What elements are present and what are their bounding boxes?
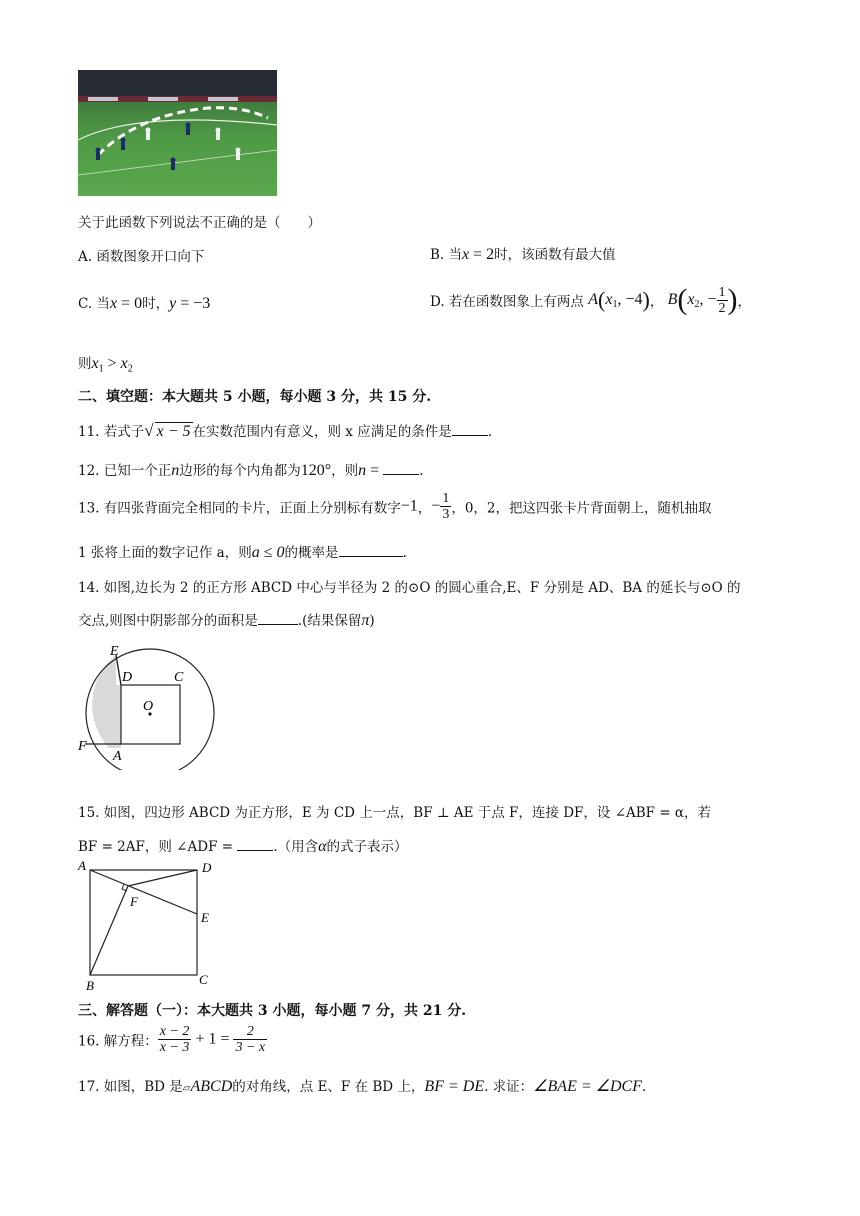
fraction-one-third: $\frac{1}{3}$	[442, 491, 450, 522]
segment-ae	[90, 870, 197, 914]
square-abcd	[90, 870, 197, 975]
label-f: F	[130, 894, 138, 909]
q16: 16. 解方程： $\frac{x - 2}{x - 3}$ + 1 = $\frac{2}{3 - x}$	[78, 1024, 266, 1055]
q10-option-b: B. 当x = 2时，该函数有最大值	[430, 246, 616, 263]
section-3-title: 三、解答题（一）：本大题共 3 小题，每小题 7 分，共 21 分.	[78, 1003, 467, 1019]
label-f: F	[78, 739, 87, 754]
label-e: E	[201, 910, 209, 925]
shaded-region	[92, 655, 121, 748]
answer-blank	[383, 462, 419, 475]
q14-line-2: 交点,则图中阴影部分的面积是 .(结果保留π)	[78, 612, 375, 629]
label-o: O	[143, 699, 154, 714]
fraction-one-half: $\frac{1}{2}$	[718, 284, 726, 316]
q10-option-d: D. 若在函数图象上有两点 $A(x_1$, −4)， $B(x_2$, − $\frac{1}{2}$ )，	[430, 283, 752, 316]
q10-option-c: C. 当x = 0时，y = −3	[78, 295, 211, 312]
label-b: B	[86, 978, 94, 993]
q10-option-a: A. 函数图象开口向下	[78, 249, 205, 265]
label-a: A	[113, 749, 122, 764]
segment-df	[128, 870, 197, 886]
label-d: D	[122, 670, 133, 685]
label-e: E	[110, 644, 119, 659]
q12: 12. 已知一个正n边形的每个内角都为120°，则n = .	[78, 462, 424, 479]
fraction-right: $\frac{2}{3 - x}$	[235, 1024, 266, 1055]
q14-line-1: 14. 如图,边长为 2 的正方形 ABCD 中心与半径为 2 的⊙O 的圆心重合,E、F 分别是 AD、BA 的延长与⊙O 的	[78, 580, 741, 596]
q10-stem: 关于此函数下列说法不正确的是（ ）	[78, 215, 321, 231]
label-a: A	[78, 858, 86, 873]
q13-line-1: 13. 有四张背面完全相同的卡片，正面上分别标有数字−1，− $\frac{1}{3}$ ，0，2，把这四张卡片背面朝上，随机抽取	[78, 491, 712, 522]
q15-line-2: BF = 2AF，则 ∠ADF = .（用含α的式子表示）	[78, 838, 408, 855]
label-d: D	[202, 860, 212, 875]
q14-circle-square-figure	[70, 640, 230, 770]
soccer-field-photo	[78, 70, 277, 196]
answer-blank	[237, 838, 273, 851]
segment-bf	[90, 886, 128, 975]
section-2-title: 二、填空题：本大题共 5 小题，每小题 3 分，共 15 分.	[78, 389, 432, 405]
q17: 17. 如图，BD 是▱ABCD的对角线，点 E、F 在 BD 上，BF = DE. 求证：∠BAE = ∠DCF.	[78, 1078, 647, 1095]
answer-blank	[452, 423, 488, 436]
q13-line-2: 1 张将上面的数字记作 a，则a ≤ 0的概率是 .	[78, 544, 407, 561]
q11: 11. 若式子√ x − 5 在实数范围内有意义，则 x 应满足的条件是 .	[78, 421, 493, 440]
q10-option-d-continued: 则$x_1 > x_2$	[78, 355, 133, 375]
q15-square-figure	[74, 858, 224, 994]
answer-blank	[258, 612, 298, 625]
fraction-left: $\frac{x - 2}{x - 3}$	[159, 1024, 190, 1055]
label-c: C	[199, 972, 208, 987]
label-c: C	[174, 670, 184, 685]
answer-blank	[339, 544, 403, 557]
q15-line-1: 15. 如图，四边形 ABCD 为正方形，E 为 CD 上一点，BF ⊥ AE 于点 F，连接 DF，设 ∠ABF = α，若	[78, 805, 712, 821]
